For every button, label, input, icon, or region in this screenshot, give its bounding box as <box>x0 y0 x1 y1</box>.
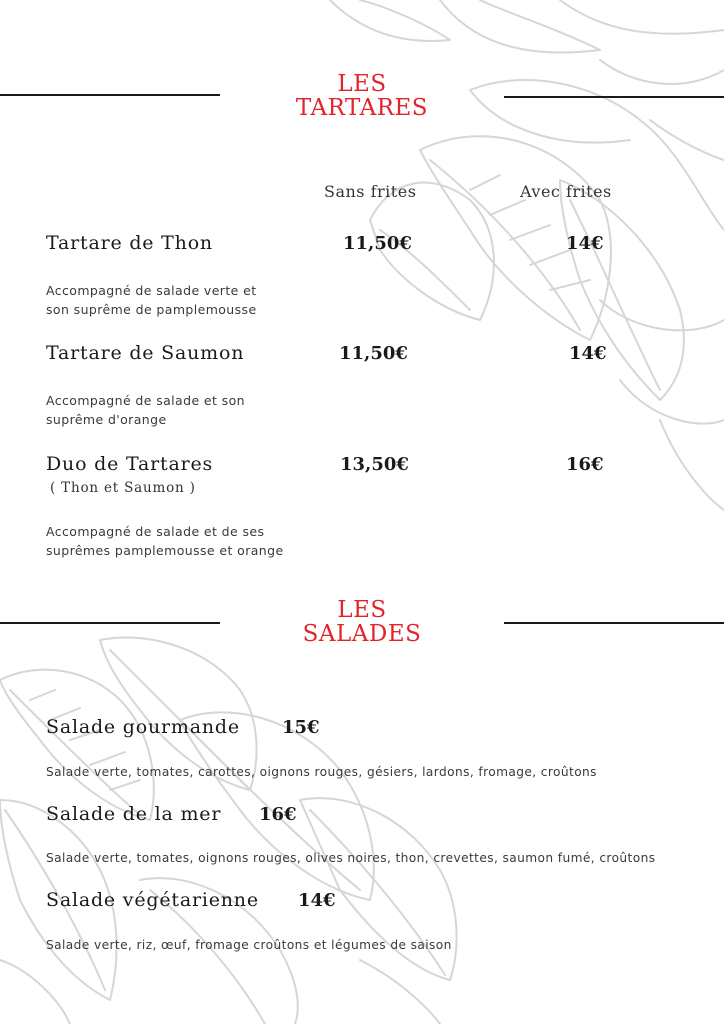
column-header-avec-frites: Avec frites <box>520 182 612 201</box>
dish-subtitle: ( Thon et Saumon ) <box>50 480 196 496</box>
dish-name-tartare-thon: Tartare de Thon <box>46 232 213 254</box>
column-header-sans-frites: Sans frites <box>324 182 417 201</box>
dish-name-salade-gourmande: Salade gourmande <box>46 716 240 738</box>
divider-right-tartares <box>504 96 724 98</box>
dish-price: 16€ <box>259 804 297 825</box>
divider-right-salades <box>504 622 724 624</box>
dish-description: Accompagné de salade et son suprême d'orange <box>46 393 245 427</box>
dish-description: Accompagné de salade verte et son suprême de pamplemousse <box>46 283 257 317</box>
price-sans-frites: 11,50€ <box>343 233 412 254</box>
section-title-salades: LES SALADES <box>302 597 422 647</box>
section-title-tartares: LES TARTARES <box>295 71 429 121</box>
dish-description: Accompagné de salade et de ses suprêmes pamplemousse et orange <box>46 524 284 558</box>
dish-name-tartare-saumon: Tartare de Saumon <box>46 342 245 364</box>
dish-description: Salade verte, tomates, carottes, oignons rouges, gésiers, lardons, fromage, croûtons <box>46 765 597 779</box>
price-avec-frites: 14€ <box>569 343 607 364</box>
dish-price: 14€ <box>298 890 336 911</box>
dish-description: Salade verte, riz, œuf, fromage croûtons et légumes de saison <box>46 938 452 952</box>
dish-name-salade-mer: Salade de la mer <box>46 803 222 825</box>
price-avec-frites: 16€ <box>566 454 604 475</box>
divider-left-tartares <box>0 94 220 96</box>
dish-name-salade-vegetarienne: Salade végétarienne <box>46 889 259 911</box>
dish-description: Salade verte, tomates, oignons rouges, olives noires, thon, crevettes, saumon fumé, croûtons <box>46 851 656 865</box>
price-sans-frites: 13,50€ <box>340 454 409 475</box>
dish-name-duo-tartares: Duo de Tartares <box>46 453 214 475</box>
price-sans-frites: 11,50€ <box>339 343 408 364</box>
dish-price: 15€ <box>282 717 320 738</box>
divider-left-salades <box>0 622 220 624</box>
price-avec-frites: 14€ <box>566 233 604 254</box>
